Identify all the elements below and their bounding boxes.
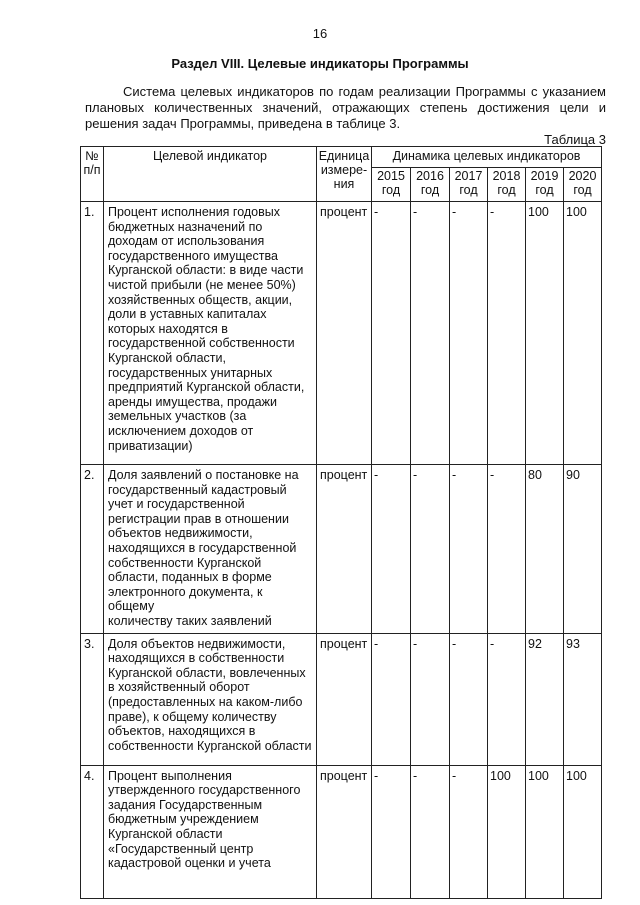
value-cell: 100	[564, 765, 602, 898]
header-year: 2017 год	[450, 168, 488, 202]
table-row	[81, 633, 602, 765]
header-year: 2018 год	[488, 168, 526, 202]
section-title: Раздел VIII. Целевые индикаторы Программы	[171, 56, 469, 71]
value-cell: -	[411, 765, 450, 898]
value-cell: 100	[564, 202, 602, 465]
indicator-text: Доля объектов недвижимости, находящихся в собственности Курганской области, вовлеченных в хозяйственный оборот (предоставленных на каком-либо праве), к общему количеству объектов, находящихся в собственности Курганской области	[108, 636, 312, 753]
value-cell: 100	[488, 765, 526, 898]
value-cell: 90	[564, 465, 602, 634]
unit-cell: процент	[317, 765, 372, 898]
intro-paragraph: Система целевых индикаторов по годам реализации Программы с указанием плановых количественных значений, отражающих степень достижения цели и решения задач Программы, приведена в таблице 3.	[85, 84, 606, 131]
value-cell: -	[411, 633, 450, 765]
indicator-text: Доля заявлений о постановке на государственный кадастровый учет и государственной регистрации прав в отношении объектов недвижимости, находящихся в государственной собственности Курганской области, поданных в форме электронного документа, к общему количеству таких заявлений	[108, 468, 299, 628]
value-cell: -	[411, 465, 450, 634]
value-cell: -	[488, 633, 526, 765]
header-year: 2020 год	[564, 168, 602, 202]
value-cell: -	[372, 765, 411, 898]
indicator-text: Процент выполнения утвержденного государственного задания Государственным бюджетным учреждением Курганской области «Государственный центр кадастровой оценки и учета	[108, 768, 301, 871]
indicators-table	[80, 146, 602, 899]
value-cell: -	[488, 465, 526, 634]
header-year: 2015 год	[372, 168, 411, 202]
row-number: 3.	[81, 633, 104, 765]
table-row	[81, 765, 602, 898]
indicator-cell	[104, 465, 317, 634]
value-cell: -	[450, 633, 488, 765]
indicator-cell	[104, 202, 317, 465]
value-cell: 100	[526, 765, 564, 898]
table-row	[81, 465, 602, 634]
unit-cell: процент	[317, 202, 372, 465]
value-cell: 80	[526, 465, 564, 634]
value-cell: -	[372, 465, 411, 634]
header-num: № п/п	[81, 147, 104, 202]
value-cell: 100	[526, 202, 564, 465]
header-unit: Единица измере-ния	[317, 147, 372, 202]
unit-cell: процент	[317, 633, 372, 765]
header-indicator: Целевой индикатор	[104, 147, 317, 202]
page-number: 16	[312, 26, 328, 41]
header-dynamics: Динамика целевых индикаторов	[372, 147, 602, 168]
table-caption: Таблица 3	[544, 132, 606, 147]
header-year: 2019 год	[526, 168, 564, 202]
header-year: 2016 год	[411, 168, 450, 202]
value-cell: 93	[564, 633, 602, 765]
indicator-cell	[104, 765, 317, 898]
unit-cell: процент	[317, 465, 372, 634]
indicator-text: Процент исполнения годовых бюджетных назначений по доходам от использования государственного имущества Курганской области: в виде части чистой прибыли (не менее 50%) хозяйственных обществ, акции, доли в уставных капиталах которых находятся в государственной собственности Курганской области, государственных унитарных предприятий Курганской области, аренды имущества, продажи земельных участков (за исключением доходов от приватизации)	[108, 205, 305, 453]
indicator-cell	[104, 633, 317, 765]
row-number: 4.	[81, 765, 104, 898]
value-cell: -	[450, 202, 488, 465]
value-cell: -	[372, 633, 411, 765]
value-cell: 92	[526, 633, 564, 765]
value-cell: -	[450, 765, 488, 898]
value-cell: -	[411, 202, 450, 465]
value-cell: -	[450, 465, 488, 634]
row-number: 2.	[81, 465, 104, 634]
value-cell: -	[488, 202, 526, 465]
row-number: 1.	[81, 202, 104, 465]
table-row	[81, 202, 602, 465]
value-cell: -	[372, 202, 411, 465]
